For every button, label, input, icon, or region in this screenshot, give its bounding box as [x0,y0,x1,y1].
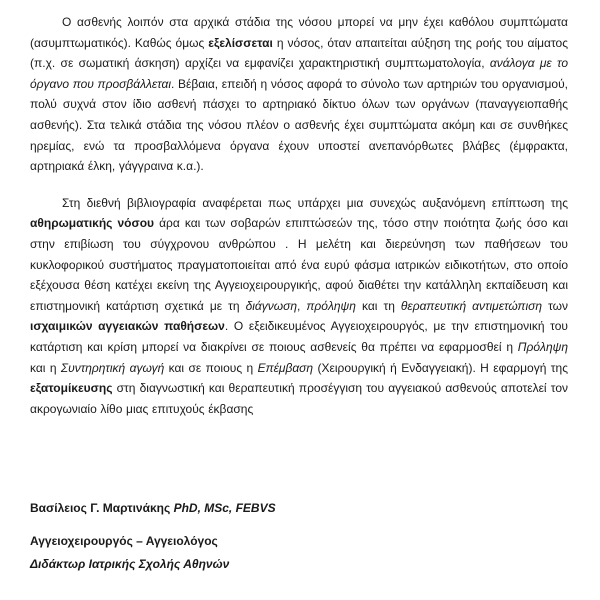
author-role: Αγγειοχειρουργός – Αγγειολόγος [30,534,218,548]
paragraph-italic-text: Επέμβαση [257,360,314,375]
paragraph-text: στη διαγνωστική και θεραπευτική προσέγγιση του αγγειακού ασθενούς αποτελεί τον ακρογωνιαίο λίθο μιας επιτυχούς έκβασης [30,381,568,416]
author-signature [30,500,570,572]
article-paragraph [30,193,568,420]
paragraph-text: Ο ασθενής λοιπόν στα αρχικά στάδια της νόσου μπορεί να μην έχει καθόλου συμπτώματα (ασυμπτωματικός). Καθώς όμως [30,15,568,50]
article-paragraph [30,12,568,177]
paragraph-italic-text: θεραπευτική αντιμετώπιση [400,298,543,313]
paragraph-italic-text: πρόληψη [306,298,356,313]
paragraph-text: και τη [355,298,401,313]
paragraph-italic-text: Συντηρητική αγωγή [60,360,165,375]
paragraph-bold-text: εξελίσσεται [208,35,273,50]
paragraph-text: . Βέβαια, επειδή η νόσος αφορά το σύνολο των αρτηριών του οργανισμού, πολύ συχνά στον ίδιο ασθενή πάσχει το αρτηριακό δίκτυο όλων των οργάνων (παναγγειοπαθής ασθενής). Στα τελικά στάδια της νόσου πλέον ο ασθενής έχει συμπτώματα ακόμη και σε συνθήκες ηρεμίας, ενώ τα προσβαλλόμενα όργανα έχουν υποστεί ανεπανόρθωτες βλάβες (έμφρακτα, αρτηριακά έλκη, γάγγραινα κ.α.). [30,76,568,174]
paragraph-text: και η [30,360,61,375]
article-body [30,12,568,419]
paragraph-text: Στη διεθνή βιβλιογραφία αναφέρεται πως υπάρχει μια συνεχώς αυξανόμενη επίπτωση της [62,195,568,210]
paragraph-bold-text: αθηρωματικής νόσου [30,216,155,231]
paragraph-bold-text: ισχαιμικών αγγειακών παθήσεων [30,319,225,334]
author-name: Βασίλειος Γ. Μαρτινάκης [30,501,174,515]
paragraph-text: , [297,298,307,313]
paragraph-text: η νόσος, όταν απαιτείται αύξηση της ροής του αίματος (π.χ. σε σωματική άσκηση) αρχίζει να εμφανίζει χαρακτηριστική συμπτωματολογία, [30,35,568,71]
author-name-line [30,500,570,516]
paragraph-text: των [542,298,569,313]
paragraph-text: και σε ποιους η [164,360,258,375]
paragraph-text: (Χειρουργική ή Ενδαγγειακή). Η εφαρμογή της [313,360,568,375]
author-credentials: PhD, MSc, FEBVS [173,501,276,515]
paragraph-italic-text: ανάλογα με το όργανο που προσβάλλεται [30,56,568,91]
paragraph-bold-text: εξατομίκευσης [30,381,113,396]
paragraph-italic-text: Πρόληψη [517,339,568,354]
paragraph-text: άρα και των σοβαρών επιπτώσεών της, τόσο στην ποιότητα ζωής όσο και στην επιβίωση του σύγχρονου ανθρώπου . Η μελέτη και διερεύνηση των παθήσεων του κυκλοφορικού συστήματος πραγματοποιείται από ένα ευρύ φάσμα ιατρικών ειδικοτήτων, στο οποίο εξέχουσα θέση κατέχει εκείνη της Αγγειοχειρουργικής, αφού διαθέτει την κατάλληλη εκπαίδευση και επιστημονική κατάρτιση σχετικά με τη [30,216,568,313]
author-school: Διδάκτωρ Ιατρικής Σχολής Αθηνών [30,557,230,571]
paragraph-text: . Ο εξειδικευμένος Αγγειοχειρουργός, με την επιστημονική του κατάρτιση και κρίση μπορεί να διακρίνει σε ποιους ασθενείς θα πρέπει να εφαρμοσθεί η [30,319,568,354]
paragraph-italic-text: διάγνωση [245,298,298,313]
